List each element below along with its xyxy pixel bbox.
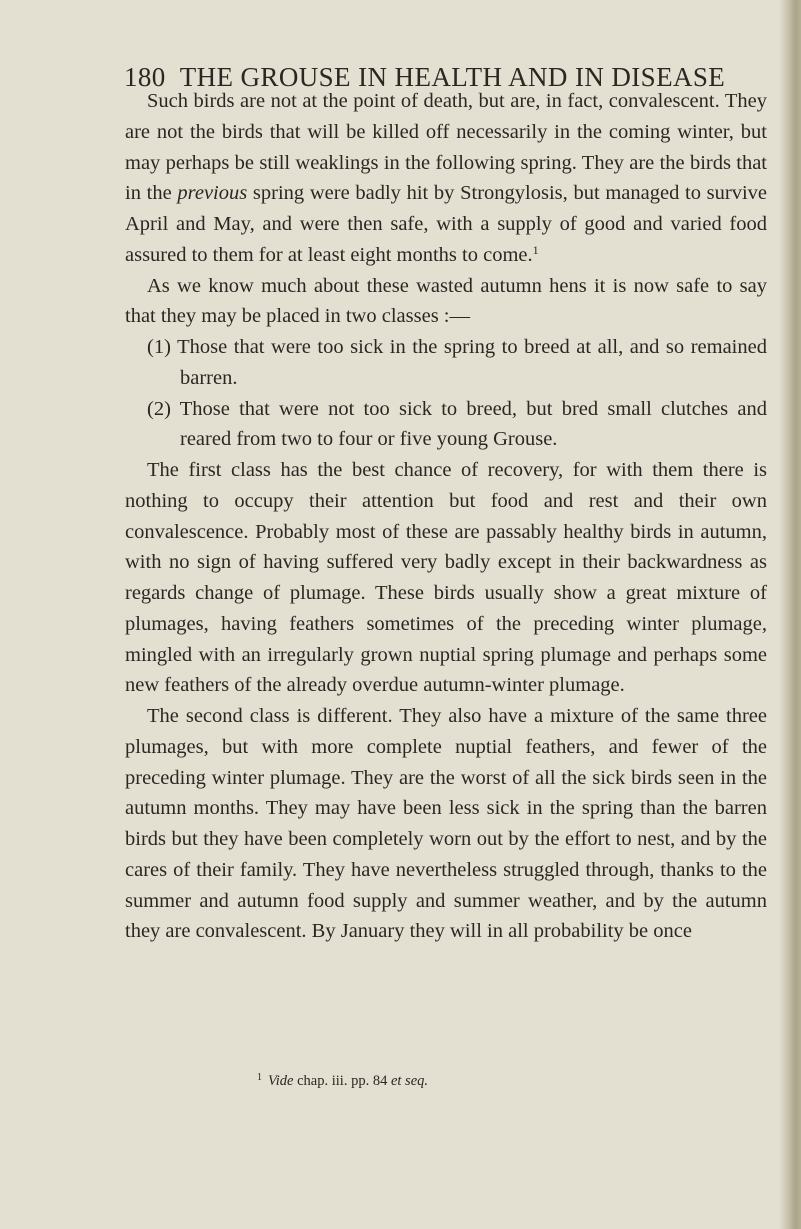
footnote-italic: Vide xyxy=(268,1073,294,1089)
paragraph-1 xyxy=(125,86,767,271)
footnote-mark: 1 xyxy=(257,1072,262,1083)
paragraph-1-text-b: spring were badly hit by Strongylosis, but managed to survive April and May, and were then safe, with a supply of good and varied food assured to them for at least eight months to come. xyxy=(125,182,767,266)
footnote-italic-2: et seq. xyxy=(390,1073,429,1089)
footnote xyxy=(257,1072,428,1090)
page-number: 180 xyxy=(124,62,166,92)
paragraph-4: The second class is different. They also have a mixture of the same three plumages, but with more complete nuptial feathers, and fewer of the preceding winter plumage. They are the worst of all the sick birds seen in the autumn months. They may have been less sick in the spring than the barren birds but they have been completely worn out by the effort to nest, and by the cares of their family. They have nevertheless struggled through, thanks to the summer and autumn food supply and summer weather, and by the autumn they are convalescent. By January they will in all probability be once xyxy=(125,705,767,943)
paragraph-2: As we know much about these wasted autumn hens it is now safe to say that they may be placed in two classes :— xyxy=(125,274,767,328)
list-item-1 xyxy=(125,332,767,394)
list-item-1-number: (1) xyxy=(147,336,171,358)
footnote-reference: 1 xyxy=(532,242,539,257)
paragraph-3: The first class has the best chance of recovery, for with them there is nothing to occupy their attention but food and rest and their own convalescence. Probably most of these are passably healthy birds in autumn, with no sign of having suffered very badly except in their backwardness as regards change of plumage. These birds usually show a great mixture of plumages, having feathers sometimes of the preceding winter plumage, mingled with an irregularly grown nuptial spring plumage and perhaps some new feathers of the already overdue autumn-winter plumage. xyxy=(125,459,767,697)
footnote-text: chap. iii. pp. 84 xyxy=(293,1073,391,1089)
paragraph-1-text-a: Such birds are not at the point of death, but are, in fact, convalescent. They are not the birds that will be killed off necessarily in the coming winter, but may perhaps be still weaklings in the following spring. They are the birds that in the xyxy=(125,90,767,205)
body-text xyxy=(125,86,767,947)
list-item-1-text: Those that were too sick in the spring to breed at all, and so remained barren. xyxy=(177,336,767,389)
list-item-2-number: (2) xyxy=(147,397,171,420)
paragraph-1-italic: previous xyxy=(177,182,248,205)
list-item-2 xyxy=(125,394,767,456)
list-item-2-text: Those that were not too sick to breed, but bred small clutches and reared from two to four or five young Grouse. xyxy=(179,397,767,451)
page-edge-shadow xyxy=(779,0,801,1229)
running-title: THE GROUSE IN HEALTH AND IN DISEASE xyxy=(179,62,726,92)
